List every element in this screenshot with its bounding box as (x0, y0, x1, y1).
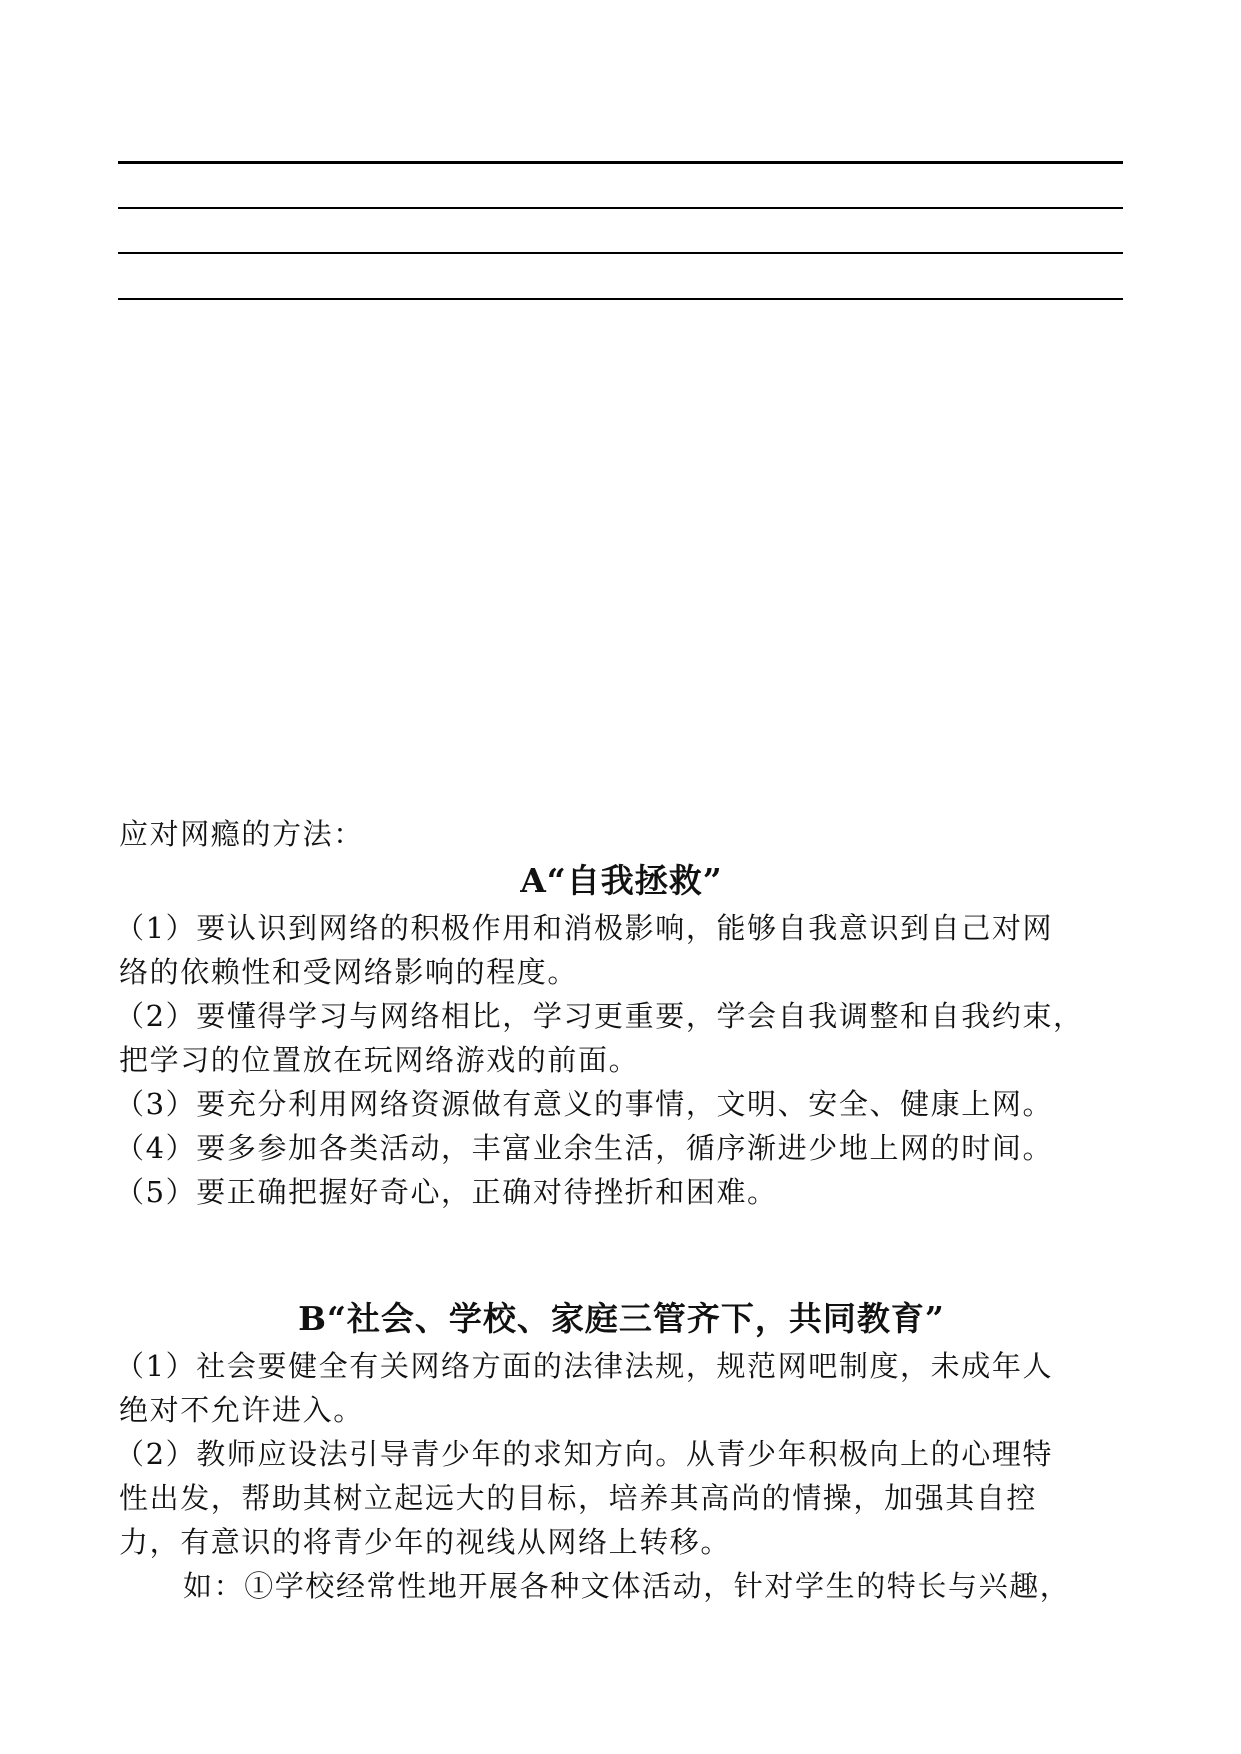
paragraph-line: （5）要正确把握好奇心，正确对待挫折和困难。 (115, 1175, 778, 1209)
paragraph-line: （3）要充分利用网络资源做有意义的事情，文明、安全、健康上网。 (115, 1087, 1054, 1121)
paragraph-line: 力，有意识的将青少年的视线从网络上转移。 (119, 1525, 732, 1559)
section-b-title: B“社会、学校、家庭三管齐下，共同教育” (298, 1299, 945, 1338)
paragraph-line: （2）教师应设法引导青少年的求知方向。从青少年积极向上的心理特 (115, 1437, 1054, 1471)
intro-text: 应对网瘾的方法： (119, 817, 364, 851)
paragraph-line: 把学习的位置放在玩网络游戏的前面。 (119, 1043, 640, 1077)
header-rule (118, 298, 1123, 300)
section-a-title: A“自我拯救” (520, 861, 723, 900)
header-rule (118, 252, 1123, 254)
paragraph-line: （4）要多参加各类活动，丰富业余生活，循序渐进少地上网的时间。 (115, 1131, 1054, 1165)
paragraph-line: 性出发，帮助其树立起远大的目标，培养其高尚的情操，加强其自控 (119, 1481, 1038, 1515)
section-spacer (119, 1214, 1124, 1294)
header-rule (118, 207, 1123, 209)
document-body (115, 812, 1124, 1608)
header-rule (118, 161, 1123, 164)
paragraph-line: （1）社会要健全有关网络方面的法律法规，规范网吧制度，未成年人 (115, 1349, 1054, 1383)
paragraph-line: （1）要认识到网络的积极作用和消极影响，能够自我意识到自己对网 (115, 911, 1054, 945)
paragraph-line: 绝对不允许进入。 (119, 1393, 364, 1427)
paragraph-line: 络的依赖性和受网络影响的程度。 (119, 955, 579, 989)
section-a-body (115, 906, 1124, 1214)
paragraph-line: 如：①学校经常性地开展各种文体活动，针对学生的特长与兴趣， (183, 1569, 1071, 1603)
paragraph-line: （2）要懂得学习与网络相比，学习更重要，学会自我调整和自我约束， (115, 999, 1084, 1033)
section-b-body (115, 1344, 1124, 1608)
